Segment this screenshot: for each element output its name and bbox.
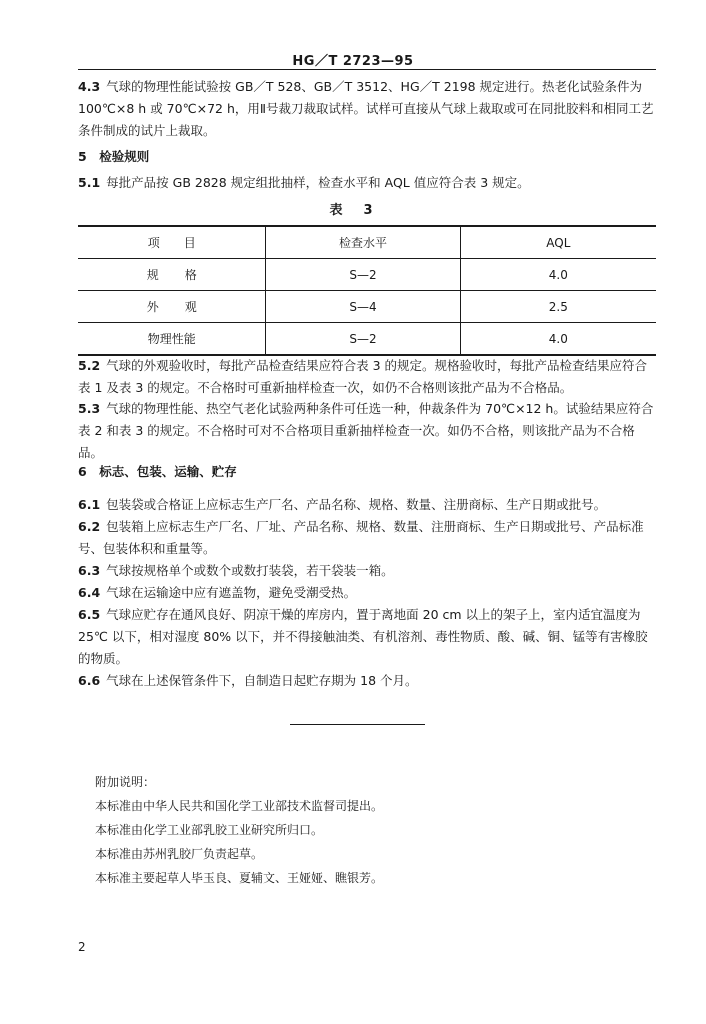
page-header-code: HG／T 2723—95 bbox=[292, 54, 414, 69]
clause-text: 每批产品按 GB 2828 规定组批抽样，检查水平和 AQL 值应符合表 3 规定。 bbox=[106, 175, 530, 190]
table-row bbox=[78, 291, 656, 323]
clause-number: 6.2 bbox=[78, 519, 101, 534]
table-row bbox=[78, 259, 656, 291]
annex-line: 本标准由中华人民共和国化学工业部技术监督司提出。 bbox=[95, 799, 384, 813]
clause-number: 4.3 bbox=[78, 79, 101, 94]
clause-text: 气球按规格单个或数个或数打装袋，若干袋装一箱。 bbox=[106, 563, 394, 578]
clause-text: 气球应贮存在通风良好、阴凉干燥的库房内，置于离地面 20 cm 以上的架子上，室内适宜温度为 25℃ 以下，相对湿度 80% 以下，并不得接触油类、有机溶剂、毒性物质、酸、碱、铜、锰等有害橡胶的物质。 bbox=[78, 607, 648, 666]
clause-4-3 bbox=[78, 76, 654, 142]
row-item bbox=[78, 259, 266, 291]
section-6-title: 6 标志、包装、运输、贮存 bbox=[78, 464, 237, 479]
clause-6-4 bbox=[78, 582, 654, 604]
clause-number: 6.1 bbox=[78, 497, 101, 512]
row-item: 物理性能 bbox=[78, 323, 266, 356]
clause-text: 气球在上述保管条件下，自制造日起贮存期为 18 个月。 bbox=[106, 673, 418, 688]
table-3-caption: 表 3 bbox=[329, 203, 377, 218]
row-level: S—4 bbox=[266, 291, 460, 323]
clause-5-3 bbox=[78, 398, 654, 464]
clause-number: 6.5 bbox=[78, 607, 101, 622]
end-rule bbox=[290, 724, 425, 725]
row-item-label: 规格 bbox=[146, 268, 223, 282]
clause-6-3 bbox=[78, 560, 654, 582]
clause-6-6 bbox=[78, 670, 654, 692]
clause-number: 6.3 bbox=[78, 563, 101, 578]
header-level: 检查水平 bbox=[266, 226, 460, 259]
page-number: 2 bbox=[78, 940, 86, 954]
header-rule bbox=[78, 69, 656, 70]
clause-6-5 bbox=[78, 604, 654, 670]
row-level: S—2 bbox=[266, 323, 460, 356]
clause-text: 气球的外观验收时，每批产品检查结果应符合表 3 的规定。规格验收时，每批产品检查结果应符合表 1 及表 3 的规定。不合格时可重新抽样检查一次，如仍不合格则该批产品为不合格品。 bbox=[78, 358, 648, 395]
table-header-row bbox=[78, 226, 656, 259]
annex-line: 本标准主要起草人毕玉良、夏辅文、王娅娅、瞧银芳。 bbox=[95, 871, 384, 885]
clause-number: 5.1 bbox=[78, 175, 101, 190]
annex-line: 本标准由化学工业部乳胶工业研究所归口。 bbox=[95, 823, 324, 837]
annex-notes bbox=[95, 770, 655, 890]
clause-text: 气球的物理性能、热空气老化试验两种条件可任选一种，仲裁条件为 70℃×12 h。试验结果应符合表 2 和表 3 的规定。不合格时可对不合格项目重新抽样检查一次。如仍不合格，则该批产品为不合格品。 bbox=[78, 401, 654, 460]
clause-5-2 bbox=[78, 355, 654, 399]
row-aql: 2.5 bbox=[460, 291, 656, 323]
clause-text: 气球的物理性能试验按 GB／T 528、GB／T 3512、HG／T 2198 规定进行。热老化试验条件为 100℃×8 h 或 70℃×72 h，用Ⅱ号裁刀裁取试样。试样可直接从气球上裁取或可在同批胶料和相同工艺条件制成的试片上裁取。 bbox=[78, 79, 654, 138]
row-aql: 4.0 bbox=[460, 259, 656, 291]
header-item: 项 目 bbox=[78, 226, 266, 259]
clause-6-2 bbox=[78, 516, 654, 560]
clause-text: 气球在运输途中应有遮盖物，避免受潮受热。 bbox=[106, 585, 357, 600]
clause-5-1 bbox=[78, 172, 654, 194]
clause-6-1 bbox=[78, 494, 654, 516]
annex-title: 附加说明： bbox=[95, 775, 156, 789]
annex-line: 本标准由苏州乳胶厂负责起草。 bbox=[95, 847, 264, 861]
row-aql: 4.0 bbox=[460, 323, 656, 356]
row-item bbox=[78, 291, 266, 323]
table-row bbox=[78, 323, 656, 356]
section-5-title: 5 检验规则 bbox=[78, 149, 150, 164]
row-level: S—2 bbox=[266, 259, 460, 291]
clause-text: 包装袋或合格证上应标志生产厂名、产品名称、规格、数量、注册商标、生产日期或批号。 bbox=[106, 497, 607, 512]
clause-text: 包装箱上应标志生产厂名、厂址、产品名称、规格、数量、注册商标、生产日期或批号、产品标准号、包装体积和重量等。 bbox=[78, 519, 644, 556]
inspection-table bbox=[78, 225, 656, 356]
header-aql: AQL bbox=[460, 226, 656, 259]
clause-number: 5.3 bbox=[78, 401, 101, 416]
row-item-label: 外观 bbox=[146, 300, 223, 314]
clause-number: 6.6 bbox=[78, 673, 101, 688]
clause-number: 6.4 bbox=[78, 585, 101, 600]
clause-number: 5.2 bbox=[78, 358, 101, 373]
